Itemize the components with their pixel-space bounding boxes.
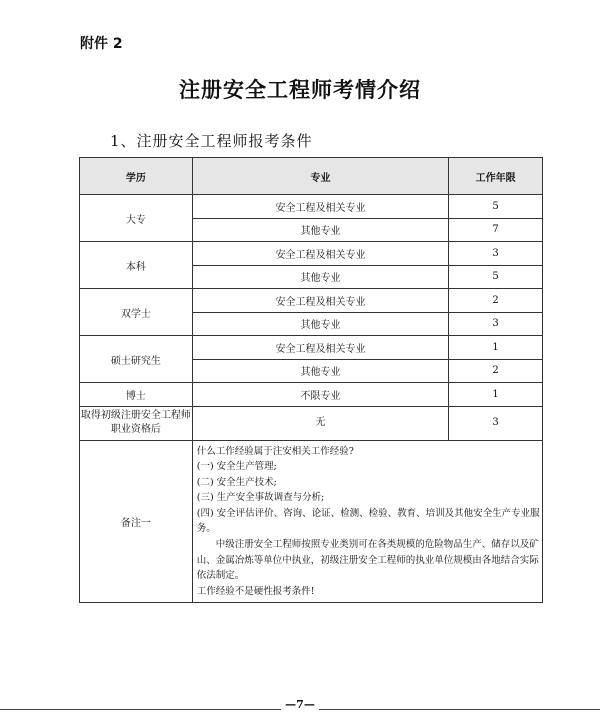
- table-row: [80, 242, 543, 266]
- major-cell: 无: [192, 406, 448, 440]
- header-years: 工作年限: [449, 158, 543, 195]
- major-cell: 安全工程及相关专业: [192, 289, 448, 313]
- page-number-text: —7—: [281, 698, 319, 711]
- major-cell: 其他专业: [192, 359, 448, 383]
- education-cell: 双学士: [80, 289, 193, 336]
- requirements-table: [79, 157, 543, 603]
- years-cell: 2: [449, 289, 543, 313]
- table-header-row: [80, 158, 543, 195]
- years-cell: 3: [449, 406, 543, 440]
- major-cell: 安全工程及相关专业: [192, 195, 448, 219]
- note-line: 工作经验不是硬性报考条件!: [196, 585, 315, 597]
- years-cell: 5: [449, 195, 543, 219]
- table-row: [80, 289, 543, 313]
- table-row: [80, 406, 543, 440]
- note-line: (四) 安全评估评价、咨询、论证、检测、检验、教育、培训及其他安全生产专业服务。: [196, 507, 540, 535]
- major-cell: 不限专业: [192, 383, 448, 407]
- page-title: 注册安全工程师考情介绍: [179, 78, 421, 102]
- years-cell: 7: [449, 218, 543, 242]
- education-cell: 大专: [80, 195, 193, 242]
- education-cell: 本科: [80, 242, 193, 289]
- education-cell: 博士: [80, 383, 193, 407]
- years-cell: 3: [449, 242, 543, 266]
- note-content: [192, 440, 542, 603]
- section-heading: 1、注册安全工程师报考条件: [110, 132, 313, 150]
- major-cell: 安全工程及相关专业: [192, 336, 448, 360]
- table-row: [80, 336, 543, 360]
- note-line: (三) 生产安全事故调查与分析;: [196, 492, 325, 504]
- major-cell: 其他专业: [192, 265, 448, 289]
- page-number: [0, 698, 600, 711]
- note-row: [80, 440, 543, 603]
- table-row: [80, 195, 543, 219]
- note-line: (一) 安全生产管理;: [196, 461, 277, 473]
- note-line: (二) 安全生产技术;: [196, 476, 277, 488]
- education-cell: 硕士研究生: [80, 336, 193, 383]
- attachment-label: 附件 2: [80, 36, 123, 52]
- header-education: 学历: [80, 158, 193, 195]
- years-cell: 2: [449, 359, 543, 383]
- years-cell: 5: [449, 265, 543, 289]
- years-cell: 1: [449, 383, 543, 407]
- table-row: [80, 383, 543, 407]
- years-cell: 1: [449, 336, 543, 360]
- note-label: 备注一: [80, 440, 193, 603]
- years-cell: 3: [449, 312, 543, 336]
- education-cell: 取得初级注册安全工程师职业资格后: [80, 406, 193, 440]
- note-line: 什么工作经验属于注安相关工作经验?: [196, 445, 354, 457]
- major-cell: 其他专业: [192, 312, 448, 336]
- major-cell: 其他专业: [192, 218, 448, 242]
- note-paragraph: 中级注册安全工程师按照专业类别可在各类规模的危险物品生产、储存以及矿山、金属冶炼等单位中执业，初级注册安全工程师的执业单位规模由各地结合实际依法制定。: [196, 539, 539, 582]
- header-major: 专业: [192, 158, 448, 195]
- major-cell: 安全工程及相关专业: [192, 242, 448, 266]
